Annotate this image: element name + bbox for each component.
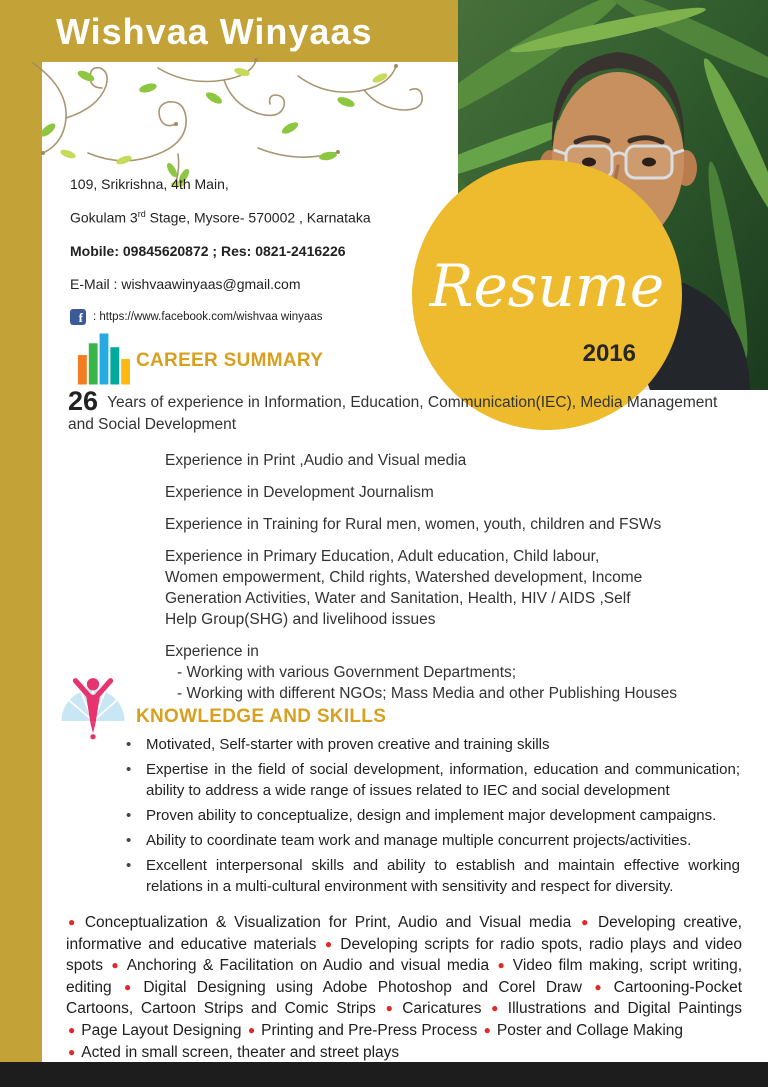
address-line-2: Gokulam 3rd Stage, Mysore- 570002 , Karnataka [70, 209, 371, 226]
floral-decoration [28, 58, 468, 190]
contact-block [70, 176, 371, 342]
bullet-icon: • [126, 761, 132, 778]
email-line: E-Mail : wishvaawinyaas@gmail.com [70, 275, 301, 292]
red-dot-icon: ● [111, 958, 121, 972]
red-dot-icon: ● [124, 979, 138, 994]
skill-item: • Motivated, Self-starter with proven creative and training skills [126, 736, 550, 753]
competency-item: ● Video film making, script writing, editing [66, 957, 743, 996]
years-of-experience: 26 [68, 386, 99, 416]
red-dot-icon: ● [497, 958, 507, 972]
red-dot-icon: ● [68, 1045, 76, 1059]
career-summary-text: 26 Years of experience in Information, Education, Communication(IEC), Media Management and Social Development [68, 386, 718, 433]
competency-item: ● Anchoring & Facilitation on Audio and visual media [111, 957, 490, 974]
competency-item: ● Page Layout Designing [68, 1021, 242, 1039]
skill-item: • Proven ability to conceptualize, design and implement major development campaigns. [126, 807, 717, 824]
bullet-icon: • [126, 736, 132, 753]
red-dot-icon: ● [385, 1001, 397, 1015]
resume-badge-label: Resume [429, 252, 665, 320]
competencies-paragraph [66, 912, 742, 1064]
red-dot-icon: ● [68, 915, 79, 929]
red-dot-icon: ● [483, 1022, 491, 1037]
skill-item: • Expertise in the field of social development, information, education and communication; ability to address a wide range of issues related to IEC and social development [126, 761, 740, 799]
red-dot-icon: ● [594, 979, 608, 994]
bullet-icon: • [126, 832, 132, 849]
address-line-1: 109, Srikrishna, 4th Main, [70, 176, 229, 192]
competency-item: ● Printing and Pre-Press Process [247, 1021, 478, 1039]
competency-item: ● Illustrations and Digital Paintings [491, 1000, 742, 1017]
experience-item: Experience in Training for Rural men, women, youth, children and FSWs [165, 516, 662, 533]
experience-item: Experience in Development Journalism [165, 484, 434, 501]
competency-item: ● Caricatures [385, 1000, 482, 1017]
competency-item: ● Developing scripts for radio spots, radio plays and video spots [66, 935, 742, 974]
skill-item: • Ability to coordinate team work and manage multiple concurrent projects/activities. [126, 832, 692, 849]
bullet-icon: • [126, 807, 132, 824]
page-title: Wishvaa Winyaas [56, 11, 373, 52]
skills-list [126, 734, 740, 897]
skill-item: • Excellent interpersonal skills and ability to establish and maintain effective working relations in a multi-cultural environment with sensitivity and respect for diversity. [126, 857, 740, 895]
competency-item: ● Developing creative, informative and educative materials [66, 914, 742, 953]
facebook-url: : https://www.facebook.com/wishvaa winyaas [93, 310, 323, 323]
footer-bar [0, 1062, 768, 1087]
competency-item: ● Conceptualization & Visualization for Print, Audio and Visual media [68, 914, 572, 931]
person-fan-icon [56, 672, 130, 742]
competency-item: ● Poster and Collage Making [483, 1021, 684, 1039]
red-dot-icon: ● [324, 936, 335, 951]
experience-item [165, 641, 690, 704]
career-summary-heading: CAREER SUMMARY [136, 350, 324, 371]
competency-item: ● Digital Designing using Adobe Photoshop and Corel Draw [124, 978, 582, 996]
bar-chart-icon [78, 330, 130, 386]
phone-line: Mobile: 09845620872 ; Res: 0821-2416226 [70, 242, 346, 259]
experience-sub-item: - Working with various Government Departments; [177, 664, 517, 681]
competency-item: ● Acted in small screen, theater and street plays [68, 1044, 400, 1061]
experience-item: Experience in Primary Education, Adult education, Child labour, Women empowerment, Child rights, Watershed development, Income Generation Activities, Water and Sanitation, Health, HIV / AIDS ,Self Help Group(SHG) and livelihood issues [165, 548, 643, 628]
red-dot-icon: ● [68, 1022, 76, 1037]
experience-sub-intro: Experience in [165, 643, 259, 660]
knowledge-skills-heading: KNOWLEDGE AND SKILLS [136, 706, 387, 727]
red-dot-icon: ● [581, 915, 592, 929]
resume-badge-year: 2016 [582, 340, 636, 367]
competency-item: ● Cartooning-Pocket Cartoons, Cartoon Strips and Comic Strips [66, 978, 743, 1017]
experience-list [165, 450, 690, 715]
experience-item: Experience in Print ,Audio and Visual media [165, 452, 467, 469]
red-dot-icon: ● [247, 1022, 256, 1037]
experience-sub-item: - Working with different NGOs; Mass Media and other Publishing Houses [177, 685, 677, 702]
red-dot-icon: ● [491, 1001, 502, 1015]
bullet-icon: • [126, 857, 132, 874]
facebook-icon: f [70, 309, 86, 325]
facebook-line [70, 309, 371, 325]
